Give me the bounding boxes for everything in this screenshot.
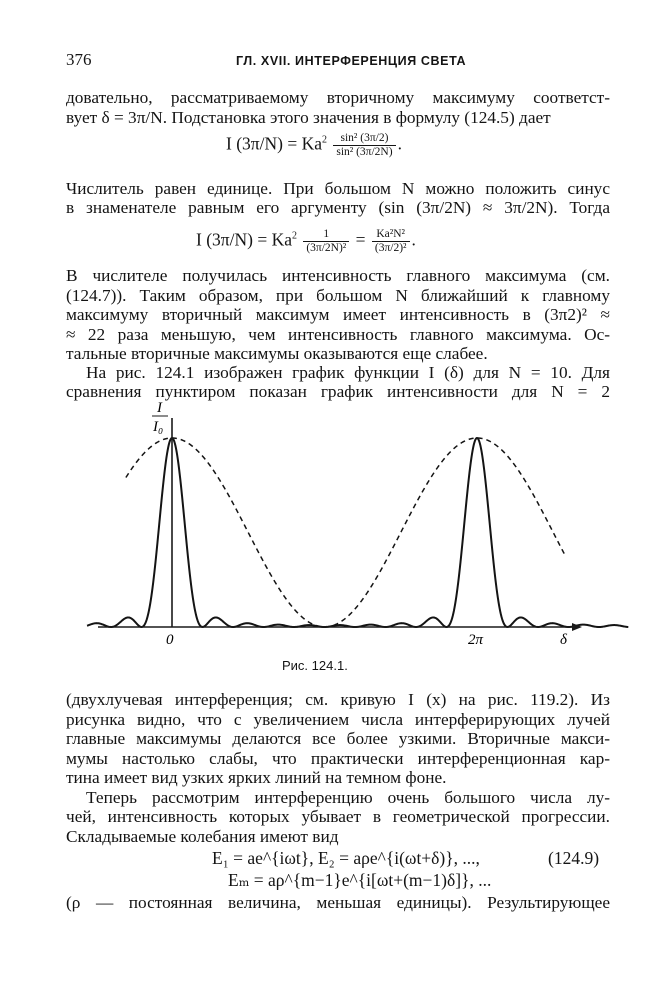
eq1-numerator: sin² (3π/2) xyxy=(340,132,389,144)
para4-line: На рис. 124.1 изображен график функции I (δ) для N = 10. Для xyxy=(86,363,610,382)
para3-line: тальные вторичные максимумы оказываются еще слабее. xyxy=(66,344,488,363)
eq2-denominator-1: (3π/2N)² xyxy=(303,241,349,255)
page-number: 376 xyxy=(66,50,92,69)
eq1-fraction xyxy=(333,132,395,159)
para3-line: максимуму вторичный максимум имеет интенсивность в (3π2)² ≈ xyxy=(66,305,610,324)
para5-line: тина имеет вид узких ярких линий на темном фоне. xyxy=(66,768,447,787)
para5-line: главные максимумы делаются все более узкими. Вторичные макси- xyxy=(66,729,610,748)
eq2-fraction-1 xyxy=(303,228,349,255)
para2-line: в знаменателе равным его аргументу (sin (3π/2N) ≈ 3π/2N). Тогда xyxy=(66,198,610,217)
para3-line: В числителе получилась интенсивность главного максимума (см. xyxy=(66,266,610,285)
para5-line: мумы настолько слабы, что практически интерференционная кар- xyxy=(66,749,610,768)
equation-3-number: (124.9) xyxy=(548,848,600,868)
eq2-fraction-2 xyxy=(372,228,410,255)
para4-line: сравнения пунктиром показан график интенсивности для N = 2 xyxy=(66,382,610,401)
equation-1: I $(3\pi/N) = Ka^2$ $\frac{\text{sin² (3π/2)}}{\text{sin² (3π/2N)}}$ . xyxy=(226,132,402,158)
eq2-end: . xyxy=(411,229,416,250)
eq2-numerator-2: Ka²N² xyxy=(376,228,405,240)
eq1-denominator: sin² (3π/2N) xyxy=(333,145,395,159)
equation-3-line-1: E₁ = ae^{iωt}, E₂ = aρe^{i(ωt+δ)}, ..., xyxy=(212,848,480,868)
para5-line: рисунка видно, что с увеличением числа интерферирующих лучей xyxy=(66,710,610,729)
series-n2-dashed-line xyxy=(126,438,565,627)
para6-line: Теперь рассмотрим интерференцию очень большого числа лу- xyxy=(86,788,610,807)
para1-line: вует δ = 3π/N. Подстановка этого значения в формулу (124.5) дает xyxy=(66,108,551,127)
x-tick-2pi: 2π xyxy=(468,632,484,648)
x-label: δ xyxy=(560,632,567,648)
running-title: ГЛ. XVII. ИНТЕРФЕРЕНЦИЯ СВЕТА xyxy=(236,54,467,68)
equation-3-line-2: Eₘ = aρ^{m−1}e^{i[ωt+(m−1)δ]}, ... xyxy=(228,870,492,890)
equation-2: I $(3\pi/N) = Ka^2$ $\frac{1}{\text{(3π/2N)²}}$ = $\frac{\text{Ka²N²}}{\text{(3π/2)²}}$ . xyxy=(196,228,416,254)
figure-124-1 xyxy=(0,398,647,678)
series-n10-solid-line xyxy=(87,438,628,627)
para3-line: (124.7)). Таким образом, при большом N ближайший к главному xyxy=(66,286,610,305)
eq2-lhs: I (3π/N) = Ka xyxy=(196,229,292,250)
para6-line: Складываемые колебания имеют вид xyxy=(66,827,339,846)
eq2-equals: = xyxy=(355,229,366,250)
para5-line: (двухлучевая интерференция; см. кривую I (x) на рис. 119.2). Из xyxy=(66,690,610,709)
y-label-bottom: I₀ xyxy=(153,419,164,435)
eq1-lhs: I (3π/N) = Ka xyxy=(226,133,322,154)
figure-caption: Рис. 124.1. xyxy=(282,658,348,673)
eq1-end: . xyxy=(397,133,402,154)
eq2-numerator-1: 1 xyxy=(323,228,330,240)
curves-group xyxy=(87,438,628,627)
para6-line: чей, интенсивность которых убывает в геометрической прогрессии. xyxy=(66,807,610,826)
para2-line: Числитель равен единице. При большом N можно положить синус xyxy=(66,179,610,198)
para7-line: (ρ — постоянная величина, меньшая единицы). Результирующее xyxy=(66,893,610,912)
x-tick-0: 0 xyxy=(166,632,174,648)
para1-line: довательно, рассматриваемому вторичному максимуму соответст- xyxy=(66,88,610,107)
y-label-top: I xyxy=(157,400,162,416)
para3-line: ≈ 22 раза меньшую, чем интенсивность главного максимума. Ос- xyxy=(66,325,610,344)
eq2-denominator-2: (3π/2)² xyxy=(372,241,410,255)
